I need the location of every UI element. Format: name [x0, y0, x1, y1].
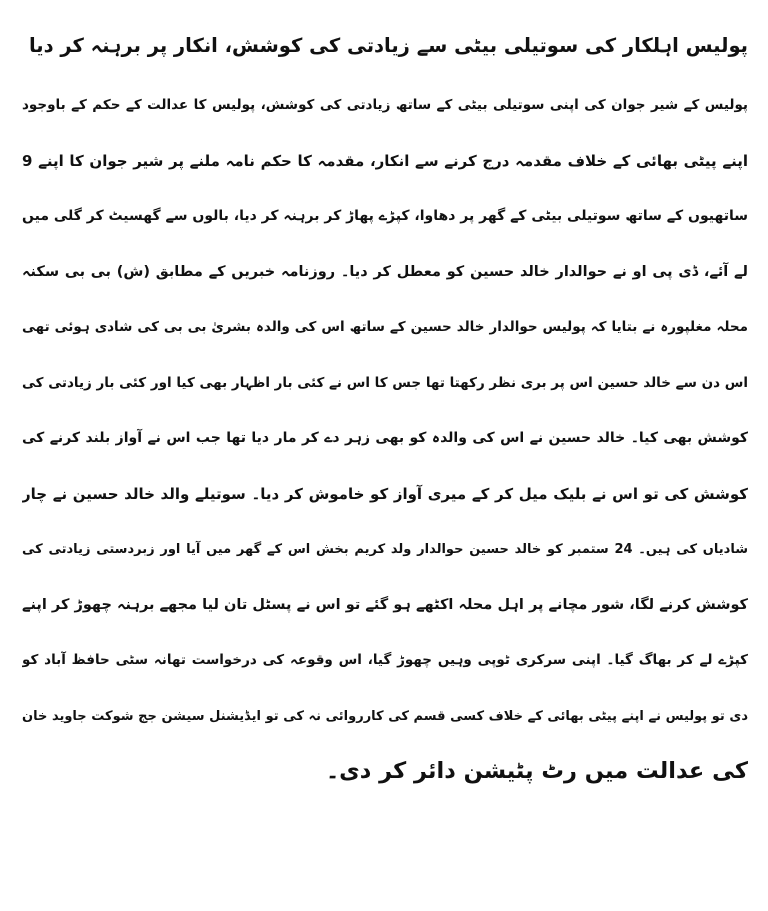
article-line: محلہ مغلپورہ نے بتایا کہ پولیس حوالدار خالد حسین کے ساتھ اس کی والدہ بشریٰ بی بی کی شادی ہوئی تھی: [22, 319, 748, 335]
article-headline: پولیس اہلکار کی سوتیلی بیٹی سے زیادتی کی کوشش، انکار پر برہنہ کر دیا: [28, 34, 748, 57]
article-line: شادیاں کی ہیں۔ 24 ستمبر کو خالد حسین حوالدار ولد کریم بخش اس کے گھر میں آیا اور زبردستی زیادتی کی: [22, 542, 748, 557]
article-line: کپڑے لے کر بھاگ گیا۔ اپنی سرکری ٹوپی وہیں چھوڑ گیا، اس وقوعہ کی درخواست تھانہ سٹی حافظ آباد کو: [22, 652, 748, 668]
article-line: کوشش کی تو اس نے بلیک میل کر کے میری آواز کو خاموش کر دیا۔ سوتیلے والد خالد حسین نے چار: [22, 484, 748, 503]
article-line: پولیس کے شیر جوان کی اپنی سوتیلی بیٹی کے ساتھ زیادتی کی کوشش، پولیس کا عدالت کے حکم کے باوجود: [22, 97, 748, 113]
news-article: [22, 20, 748, 800]
article-line: دی تو پولیس نے اپنے پیٹی بھائی کے خلاف کسی قسم کی کارروائی نہ کی تو ایڈیشنل سیشن جج شوکت جاوید خان: [22, 708, 748, 724]
article-line: لے آئے، ڈی پی او نے حوالدار خالد حسین کو معطل کر دیا۔ روزنامہ خبریں کے مطابق (ش) بی بی سکنہ: [22, 263, 748, 280]
article-line: اس دن سے خالد حسین اس پر بری نظر رکھتا تھا جس کا اس نے کئی بار اظہار بھی کیا اور کئی بار زیادتی کی: [22, 374, 748, 391]
article-line: اپنے پیٹی بھائی کے خلاف مقدمہ درج کرنے سے انکار، مقدمہ کا حکم نامہ ملنے پر شیر جوان کا اپنے 9: [22, 151, 748, 170]
article-line: کوشش کرنے لگا، شور مچانے پر اہل محلہ اکٹھے ہو گئے تو اس نے پسٹل تان لیا مجھے برہنہ چھوڑ کر اپنے: [22, 596, 748, 613]
article-line: ساتھیوں کے ساتھ سوتیلی بیٹی کے گھر پر دھاوا، کپڑے پھاڑ کر برہنہ کر دیا، بالوں سے گھسیٹ کر گلی میں: [22, 208, 748, 224]
article-line: کی عدالت میں رٹ پٹیشن دائر کر دی۔: [325, 758, 748, 784]
article-line: کوشش بھی کیا۔ خالد حسین نے اس کی والدہ کو بھی زہر دے کر مار دیا تھا جب اس نے آواز بلند کرنے کی: [22, 430, 748, 446]
